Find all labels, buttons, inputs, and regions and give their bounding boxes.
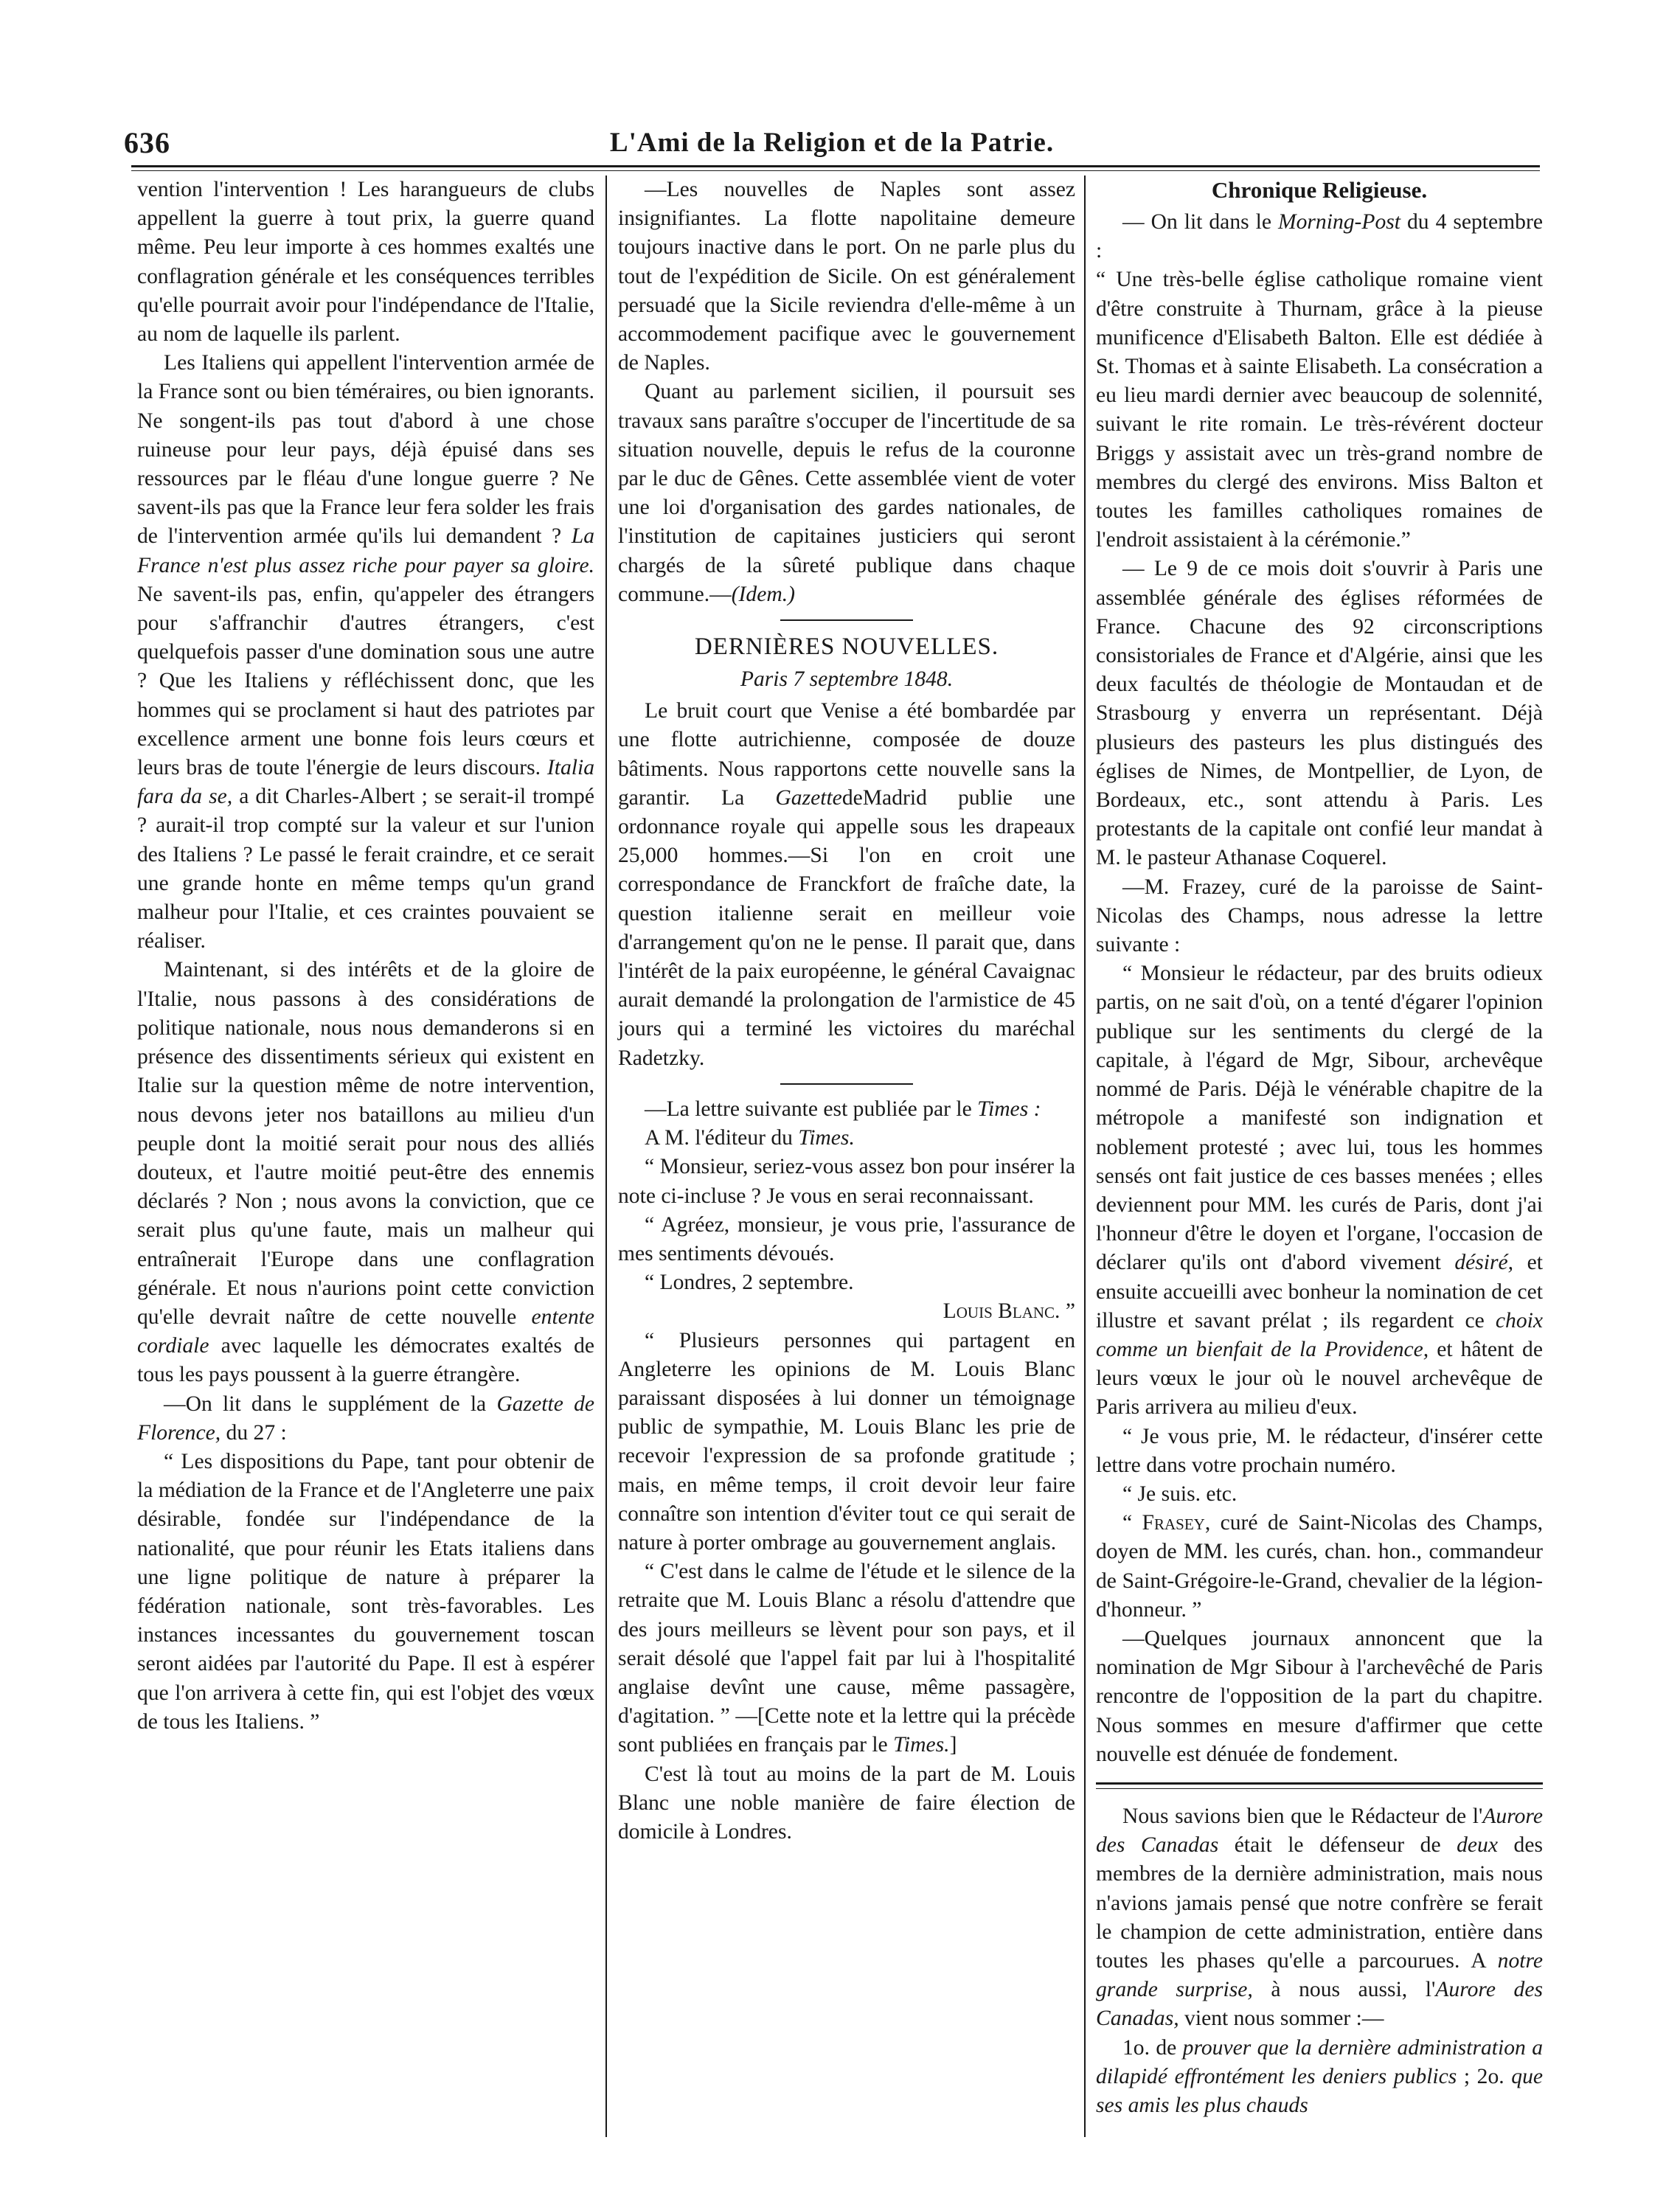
paragraph: — Le 9 de ce mois doit s'ouvrir à Paris une assemblée générale des églises réformées de France. Chacune des 92 circonscriptions consistoriales de France et d'Algérie, ainsi que les deux facultés de théologie de Montaudan et de Strasbourg y enverra un représentant. Déjà plusieurs des pasteurs les plus distingués des églises de Nimes, de Montpellier, de Lyon, de Bordeaux, etc., sont attendu à Paris. Les protestants de la capitale ont confié leur mandat à M. le pasteur Athanase Coquerel. <box>1096 557 1543 870</box>
quoted-paragraph: “ Une très-belle église catholique romaine vient d'être construite à Thurnam, grâce à la pieuse munificence d'Elisabeth Balton. Elle est dédiée à St. Thomas et à sainte Elisabeth. La consécration a eu lieu mardi dernier avec beaucoup de solennité, suivant le rite romain. Le très-révérent docteur Briggs y assistait avec un très-grand nombre de membres du clergé des environs. Miss Balton et toutes les familles catholiques romaines de l'endroit assistaient à la cérémonie.” <box>1096 268 1543 552</box>
paragraph: —La lettre suivante est publiée par le Times : <box>645 1097 1041 1121</box>
paragraph: “ Monsieur le rédacteur, par des bruits odieux partis, on ne sait d'où, on a tenté d'égarer l'opinion publique sur les sentiments du clergé de la capitale, à l'égard de Mgr, Sibour, archevêque nommé de Paris. Déjà le vénérable chapitre de la métropole a manifesté son indignation et noblement protesté ; avec lui, tous les hommes sensés ont fait justice de ces basses menées ; elles deviennent pour MM. les curés de Paris, dont j'ai l'honneur d'être le doyen et l'organe, l'occasion de déclarer qu'ils ont d'abord vivement désiré, et ensuite accueilli avec bonheur la nomination de cet illustre et savant prélat ; ils regardent ce choix comme un bienfait de la Providence, et hâtent de leurs vœux le jour où le nouvel archevêque de Paris arrivera au milieu d'eux. <box>1096 962 1543 1420</box>
paragraph: “ Londres, 2 septembre. <box>645 1271 854 1295</box>
page-number: 636 <box>124 126 170 159</box>
paragraph: Les Italiens qui appellent l'intervention armée de la France sont ou bien téméraires, ou bien ignorants. Ne songent-ils pas tout d'abord à une chose ruineuse pour leur pays, déjà épuisé dans ses ressources par le fléau d'une longue guerre ? Ne savent-ils pas que la France leur fera solder les frais de l'intervention armée qu'ils lui demandent ? La France n'est plus assez riche pour payer sa gloire. Ne savent-ils pas, enfin, qu'appeler des étrangers pour s'affranchir d'autres étrangers, c'est quelquefois passer d'une domination sous une autre ? Que les Italiens y réfléchissent donc, que les hommes qui se proclament si haut des patriotes par excellence arment une bonne fois leurs cœurs et leurs bras de toute l'énergie de leurs discours. Italia fara da se, a dit Charles-Albert ; se serait-il trompé ? aurait-il trop compté sur la valeur et sur l'union des Italiens ? Le passé le ferait craindre, et ce serait une grande honte en même temps qu'un grand malheur pour l'Italie, et ces craintes pouvaient se réaliser. <box>137 351 594 953</box>
section-rule <box>780 619 913 621</box>
paragraph: vention l'intervention ! Les harangueurs de clubs appellent la guerre à tout prix, la guerre quand même. Peu leur importe à ces hommes exaltés une conflagration générale et les conséquences terribles qu'elle pourrait avoir pour l'indépendance de l'Italie, au nom de laquelle ils parlent. <box>137 178 594 347</box>
paragraph: —M. Frazey, curé de la paroisse de Saint-Nicolas des Champs, nous adresse la lettre suivante : <box>1096 875 1543 957</box>
paragraph: —Quelques journaux annoncent que la nomination de Mgr Sibour à l'archevêché de Paris rencontre de l'opposition de la part du chapitre. Nous sommes en mesure d'affirmer que cette nouvelle est dénuée de fondement. <box>1096 1626 1543 1766</box>
page-header <box>117 124 1547 167</box>
column-divider-1 <box>605 176 607 2137</box>
paragraph: C'est là tout au moins de la part de M. Louis Blanc une noble manière de faire élection de domicile à Londres. <box>618 1762 1075 1844</box>
paragraph: “ Je suis. etc. <box>1122 1481 1238 1506</box>
paragraph: “ Monsieur, seriez-vous assez bon pour insérer la note ci-incluse ? Je vous en serai reconnaissant. <box>618 1155 1075 1208</box>
paragraph: “ Plusieurs personnes qui partagent en Angleterre les opinions de M. Louis Blanc paraissant disposées à lui donner un témoignage public de sympathie, M. Louis Blanc les prie de recevoir l'expression de sa profonde gratitude ; mais, en même temps, il croit devoir leur faire connaître son intention d'éviter tout ce qui serait de nature à porter ombrage au gouvernement anglais. <box>618 1328 1075 1554</box>
paragraph: —Les nouvelles de Naples sont assez insignifiantes. La flotte napolitaine demeure toujours inactive dans le port. On ne parle plus du tout de l'expédition de Sicile. On est généralement persuadé que la Sicile reviendra d'elle-même à un accommodement pacifique avec le gouvernement de Naples. <box>618 178 1075 375</box>
paragraph: Maintenant, si des intérêts et de la gloire de l'Italie, nous passons à des considérations de politique nationale, nous nous demanderons si en présence des dissentiments sérieux qui existent en Italie sur la question même de notre intervention, nous devons jeter nos bataillons au milieu d'un peuple dont la moitié serait pour nous des alliés douteux, et l'autre moitié peut-être des ennemis déclarés ? Non ; nous avons la conviction, que ce serait plus qu'une faute, mais un malheur qui entraînerait l'Europe dans une conflagration générale. Et nous n'aurions point cette conviction qu'elle devrait naître de cette nouvelle entente cordiale avec laquelle les démocrates exaltés de tous les pays poussent à la guerre étrangère. <box>137 958 595 1387</box>
section-double-rule <box>1096 1782 1543 1789</box>
dateline: Paris 7 septembre 1848. <box>740 667 954 692</box>
paragraph: Le bruit court que Venise a été bombardée par une flotte autrichienne, composée de douze bâtiments. Nous rapportons cette nouvelle sans la garantir. La GazettedeMadrid publie une ordonnance royale qui appelle sous les drapeaux 25,000 hommes.—Si l'on en croit une correspondance de Franckfort de fraîche date, la question italienne serait en meilleur voie d'arrangement qu'on ne le pense. Il parait que, dans l'intérêt de la paix européenne, le général Cavaignac aurait demandé la prolongation de l'armistice de 45 jours qui a terminé les victoires du maréchal Radetzky. <box>618 699 1075 1070</box>
paragraph: Quant au parlement sicilien, il poursuit ses travaux sans paraître s'occuper de l'incertitude de sa situation nouvelle, depuis le refus de la couronne par le duc de Gênes. Cette assemblée vient de voter une loi d'organisation des gardes nationales, de l'institution de capitaines justiciers qui seront chargés de la sûreté publique dans chaque commune.—(Idem.) <box>618 380 1075 606</box>
section-heading: DERNIÈRES NOUVELLES. <box>694 633 999 661</box>
column-1 <box>137 176 594 1737</box>
paragraph: A M. l'éditeur du Times. <box>645 1126 855 1150</box>
paragraph: “ C'est dans le calme de l'étude et le silence de la retraite que M. Louis Blanc a résolu d'attendre que des jours meilleurs se lèvent pour son pays, et il serait désolé que l'appel fait par lui à l'hospitalité anglaise devînt une cause, même passagère, d'agitation. ” —[Cette note et la lettre qui la précède sont publiées en français par le Times.] <box>618 1560 1075 1757</box>
paragraph: “ Je vous prie, M. le rédacteur, d'insérer cette lettre dans votre prochain numéro. <box>1096 1424 1543 1477</box>
paragraph: Nous savions bien que le Rédacteur de l'Aurore des Canadas était le défenseur de deux des membres de la dernière administration, mais nous n'avions jamais pensé que notre confrère se ferait le champion de cette administration, entière dans toutes les phases qu'elle a parcourues. A notre grande surprise, à nous aussi, l'Aurore des Canadas, vient nous sommer :— <box>1096 1804 1544 2031</box>
paragraph: —On lit dans le supplément de la Gazette de Florence, du 27 : <box>137 1392 595 1445</box>
header-rule-thin <box>131 170 1540 171</box>
paragraph: “ Agréez, monsieur, je vous prie, l'assurance de mes sentiments dévoués. <box>618 1212 1075 1265</box>
header-rule <box>131 165 1540 167</box>
paragraph: — On lit dans le Morning-Post du 4 septembre : <box>1096 210 1543 263</box>
column-2 <box>618 176 1075 1847</box>
section-heading: Chronique Religieuse. <box>1211 177 1428 203</box>
quoted-paragraph: “ Les dispositions du Pape, tant pour obtenir de la médiation de la France et de l'Angleterre une paix désirable, fondée sur l'indépendance de la nationalité, que pour réunir les Etats italiens dans une ligne politique de nature à préparer la fédération nationale, sont très-favorables. Les instances incessantes du gouvernement toscan seront aidées par l'autorité du Pape. Il est à espérer que l'on arrivera à cette fin, qui est l'objet des vœux de tous les Italiens. ” <box>137 1449 594 1734</box>
paragraph: 1o. de prouver que la dernière administration a dilapidé effrontément les deniers publics ; 2o. que ses amis les plus chauds <box>1096 2035 1543 2117</box>
paragraph: “ Frasey, curé de Saint-Nicolas des Champs, doyen de MM. les curés, chan. hon., commandeur de Saint-Grégoire-le-Grand, chevalier de la légion-d'honneur. ” <box>1096 1511 1543 1622</box>
column-3 <box>1096 176 1543 2120</box>
running-title: L'Ami de la Religion et de la Patrie. <box>609 128 1055 158</box>
section-rule <box>780 1083 913 1085</box>
column-divider-2 <box>1084 176 1086 2137</box>
signature: Louis Blanc. ” <box>943 1299 1075 1324</box>
